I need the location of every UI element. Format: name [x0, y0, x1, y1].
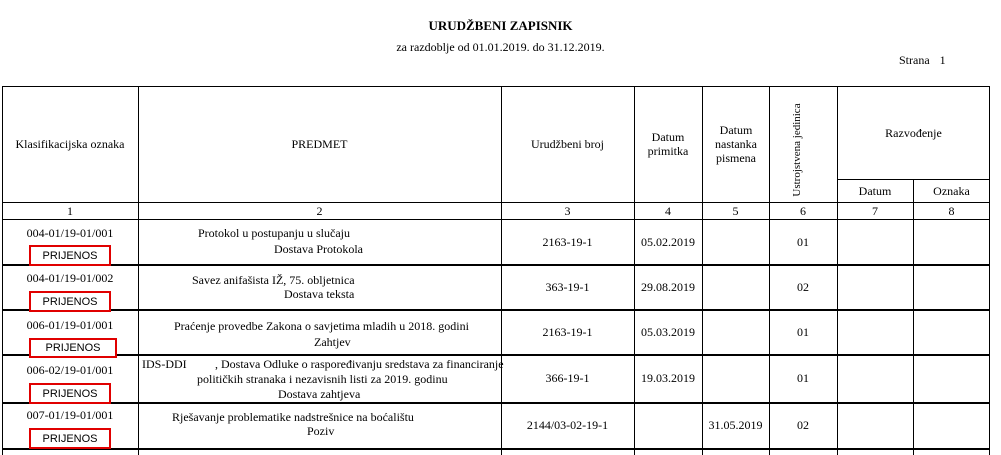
- header-razvodenje-datum: Datum: [858, 183, 892, 198]
- prijenos-badge: PRIJENOS: [29, 245, 111, 266]
- column-number: 5: [732, 203, 739, 218]
- urudzbeni-broj: 2144/03-02-19-1: [526, 418, 609, 432]
- ustrojstvena-jedinica: 01: [797, 324, 809, 339]
- predmet-line: Dostava zahtjeva: [278, 387, 361, 401]
- datum-primitka: 19.03.2019: [641, 371, 695, 385]
- predmet-line: Savez anifašista IŽ, 75. obljetnica: [192, 273, 355, 287]
- predmet-line: Protokol u postupanju u slučaju: [198, 226, 350, 240]
- klasifikacijska-oznaka: 004-01/19-01/002: [26, 271, 114, 285]
- ustrojstvena-jedinica: 02: [797, 279, 809, 294]
- predmet-line: , Dostava Odluke o raspoređivanju sredstava za financiranje: [215, 357, 504, 371]
- datum-nastanka: [702, 264, 769, 309]
- datum-nastanka: [702, 219, 769, 264]
- urudzbeni-broj: 2163-19-1: [542, 234, 593, 249]
- document-title: URUDŽBENI ZAPISNIK: [428, 18, 573, 33]
- urudzbeni-broj: 363-19-1: [545, 279, 590, 294]
- header-razvodenje: Razvođenje: [885, 125, 942, 140]
- column-number: 3: [564, 203, 571, 218]
- datum-primitka: 29.08.2019: [641, 279, 695, 294]
- prijenos-badge: PRIJENOS: [29, 383, 111, 404]
- page-indicator: [899, 53, 946, 68]
- datum-nastanka: [702, 354, 769, 402]
- predmet-line: Dostava teksta: [284, 287, 355, 301]
- predmet-line: Dostava Protokola: [274, 242, 363, 256]
- column-number: 1: [67, 203, 73, 218]
- header-datum-primitka: Datum primitka: [647, 130, 689, 158]
- klasifikacijska-oznaka: 007-01/19-01/001: [26, 408, 114, 422]
- ustrojstvena-jedinica: 01: [797, 371, 809, 385]
- header-klasifikacija: Klasifikacijska oznaka: [15, 137, 125, 151]
- header-datum-nastanka: Datum nastanka pismena: [715, 123, 757, 165]
- page-label: Strana: [899, 53, 930, 67]
- header-urudzbeni-broj: Urudžbeni broj: [531, 137, 604, 151]
- datum-primitka: [634, 402, 702, 448]
- klasifikacijska-oznaka: 006-01/19-01/001: [26, 318, 114, 332]
- header-predmet: PREDMET: [291, 137, 348, 151]
- column-number: 4: [665, 203, 671, 218]
- prijenos-badge: PRIJENOS: [29, 338, 117, 358]
- predmet-line: Zahtjev: [314, 335, 351, 349]
- page-number: 1: [939, 53, 946, 67]
- column-number: 7: [872, 203, 878, 218]
- predmet-line: Rješavanje problematike nadstrešnice na boćalištu: [172, 410, 414, 424]
- datum-nastanka: 31.05.2019: [708, 418, 763, 432]
- prijenos-badge: PRIJENOS: [29, 291, 111, 312]
- header-razvodenje-oznaka: Oznaka: [933, 183, 970, 198]
- klasifikacijska-oznaka: 004-01/19-01/001: [26, 226, 114, 240]
- datum-nastanka: [702, 309, 769, 354]
- datum-primitka: 05.02.2019: [641, 234, 695, 249]
- urudzbeni-broj: 2163-19-1: [542, 324, 593, 339]
- prijenos-badge: PRIJENOS: [29, 428, 111, 449]
- ustrojstvena-jedinica: 02: [797, 418, 809, 432]
- header-ustrojstvena-jedinica: Ustrojstvena jedinica: [791, 103, 803, 197]
- column-number: 2: [316, 203, 323, 218]
- column-number: 6: [800, 203, 806, 218]
- predmet-line: Praćenje provedbe Zakona o savjetima mladih u 2018. godini: [174, 319, 469, 333]
- document-period: za razdoblje od 01.01.2019. do 31.12.2019.: [396, 40, 605, 54]
- predmet-line: političkih stranaka i nezavisnih listi za 2019. godinu: [197, 372, 448, 386]
- datum-primitka: 05.03.2019: [641, 324, 695, 339]
- predmet-line: Poziv: [307, 424, 335, 438]
- urudzbeni-broj: 366-19-1: [545, 371, 590, 385]
- klasifikacijska-oznaka: 006-02/19-01/001: [26, 363, 114, 377]
- predmet-prefix: IDS-DDI: [142, 357, 187, 371]
- column-number: 8: [948, 203, 955, 218]
- ustrojstvena-jedinica: 01: [797, 234, 809, 249]
